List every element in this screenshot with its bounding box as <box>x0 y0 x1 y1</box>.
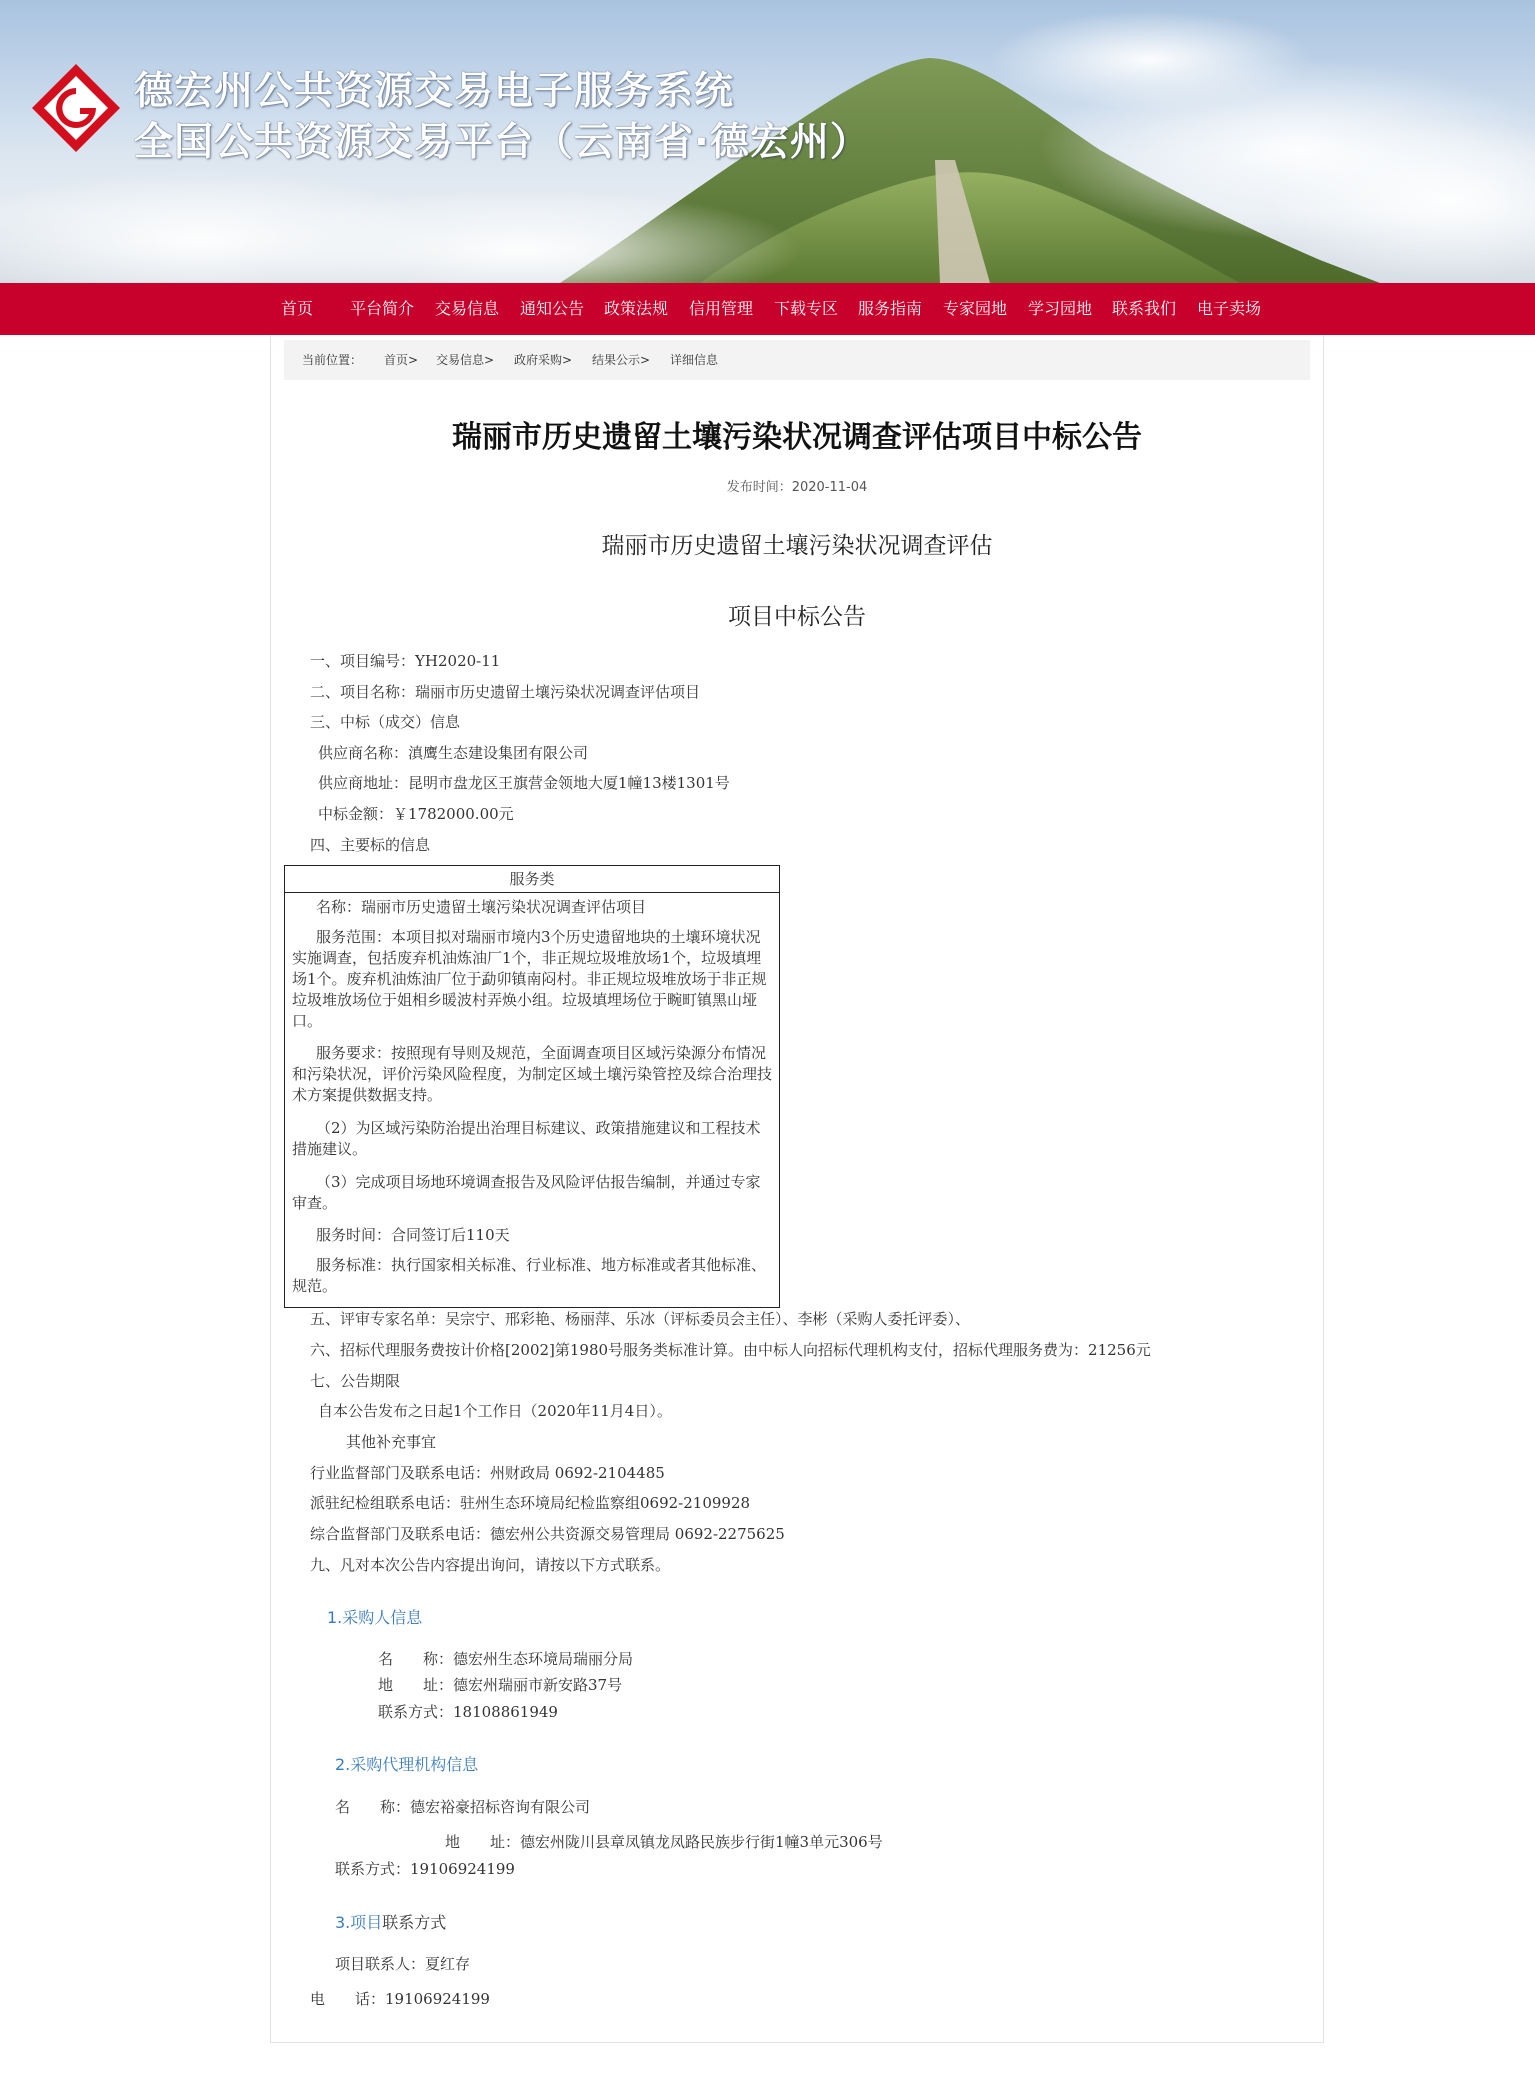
project-name: 二、项目名称：瑞丽市历史遗留土壤污染状况调查评估项目 <box>310 683 701 701</box>
purchaser-name: 名 称：德宏州生态环境局瑞丽分局 <box>378 1650 634 1668</box>
service-name: 名称：瑞丽市历史遗留土壤污染状况调查评估项目 <box>316 898 647 916</box>
nav-item-contact[interactable]: 联系我们 <box>1112 299 1177 318</box>
agency-fee: 六、招标代理服务费按计价格[2002]第1980号服务类标准计算。由中标人向招标代理机构支付，招标代理服务费为：21256元 <box>310 1341 1151 1359</box>
purchaser-contact: 联系方式：18108861949 <box>378 1703 558 1721</box>
site-title-line1: 德宏州公共资源交易电子服务系统 <box>134 69 735 114</box>
breadcrumb-link-home[interactable]: 首页> <box>384 353 419 367</box>
nav-item-notices[interactable]: 通知公告 <box>520 299 585 318</box>
site-logo-icon <box>30 62 122 154</box>
project-contact-heading <box>335 1910 446 1933</box>
nav-item-experts[interactable]: 专家园地 <box>943 299 1008 318</box>
site-banner <box>0 0 1535 283</box>
breadcrumb <box>284 340 1310 380</box>
nav-item-service-guide[interactable]: 服务指南 <box>858 299 923 318</box>
nav-item-credit[interactable]: 信用管理 <box>689 299 754 318</box>
breadcrumb-link-gov-procurement[interactable]: 政府采购> <box>514 353 573 367</box>
service-requirement-3: （3）完成项目场地环境调查报告及风险评估报告编制，并通过专家审查。 <box>292 1173 761 1212</box>
breadcrumb-link-trade-info[interactable]: 交易信息> <box>436 353 495 367</box>
award-amount: 中标金额：￥1782000.00元 <box>318 805 514 823</box>
service-info-table <box>284 865 780 1308</box>
project-contact-phone: 电 话：19106924199 <box>310 1990 490 2008</box>
site-title-line2: 全国公共资源交易平台（云南省·德宏州） <box>134 120 870 165</box>
project-number: 一、项目编号：YH2020-11 <box>310 652 501 670</box>
project-contact-heading-dark: 联系方式 <box>382 1913 447 1932</box>
service-requirement-2: （2）为区域污染防治提出治理目标建议、政策措施建议和工程技术措施建议。 <box>292 1119 761 1158</box>
nav-item-downloads[interactable]: 下载专区 <box>774 299 839 318</box>
project-contact-heading-blue: 3.项目 <box>335 1913 383 1932</box>
purchaser-address: 地 址：德宏州瑞丽市新安路37号 <box>378 1676 623 1694</box>
article-subtitle-2: 项目中标公告 <box>728 604 866 630</box>
main-subject-heading: 四、主要标的信息 <box>310 836 431 854</box>
notice-period-heading: 七、公告期限 <box>310 1372 401 1390</box>
service-table-header: 服务类 <box>285 866 779 893</box>
purchaser-heading: 1.采购人信息 <box>327 1608 423 1627</box>
nav-item-policies[interactable]: 政策法规 <box>604 299 669 318</box>
breadcrumb-link-results[interactable]: 结果公示> <box>592 353 651 367</box>
agency-address: 地 址：德宏州陇川县章凤镇龙凤路民族步行街1幢3单元306号 <box>445 1833 883 1851</box>
expert-list: 五、评审专家名单：吴宗宁、邢彩艳、杨丽萍、乐冰（评标委员会主任）、李彬（采购人委托评委）、 <box>310 1310 971 1328</box>
agency-heading: 2.采购代理机构信息 <box>335 1755 479 1774</box>
discipline-inspection: 派驻纪检组联系电话：驻州生态环境局纪检监察组0692-2109928 <box>310 1494 751 1512</box>
agency-name: 名 称：德宏裕豪招标咨询有限公司 <box>335 1798 591 1816</box>
main-nav <box>0 283 1535 335</box>
service-scope: 服务范围：本项目拟对瑞丽市境内3个历史遗留地块的土壤环境状况实施调查，包括废弃机油炼油厂1个，非正规垃圾堆放场1个，垃圾填埋场1个。废弃机油炼油厂位于勐卯镇南闷村。非正规垃圾堆放场于非正规垃圾堆放场位于姐相乡暖波村弄焕小组。垃圾填埋场位于畹町镇黑山垭口。 <box>292 928 767 1030</box>
inquiry-heading: 九、凡对本次公告内容提出询问，请按以下方式联系。 <box>310 1556 671 1574</box>
service-requirements: 服务要求：按照现有导则及规范，全面调查项目区域污染源分布情况和污染状况，评价污染风险程度，为制定区域土壤污染管控及综合治理技术方案提供数据支持。 <box>292 1044 773 1104</box>
page-title: 瑞丽市历史遗留土壤污染状况调查评估项目中标公告 <box>452 420 1142 455</box>
breadcrumb-label: 当前位置： <box>302 353 363 367</box>
nav-item-home[interactable]: 首页 <box>281 299 314 318</box>
supplier-name: 供应商名称：滇鹰生态建设集团有限公司 <box>318 744 589 762</box>
industry-supervision: 行业监督部门及联系电话：州财政局 0692-2104485 <box>310 1464 665 1482</box>
notice-period: 自本公告发布之日起1个工作日（2020年11月4日）。 <box>318 1402 672 1420</box>
award-info-heading: 三、中标（成交）信息 <box>310 713 461 731</box>
nav-item-platform-intro[interactable]: 平台简介 <box>350 299 415 318</box>
agency-contact: 联系方式：19106924199 <box>335 1860 515 1878</box>
article-subtitle-1: 瑞丽市历史遗留土壤污染状况调查评估 <box>601 533 993 559</box>
service-standards: 服务标准：执行国家相关标准、行业标准、地方标准或者其他标准、规范。 <box>292 1256 767 1295</box>
comprehensive-supervision: 综合监督部门及联系电话：德宏州公共资源交易管理局 0692-2275625 <box>310 1525 785 1543</box>
nav-item-e-mall[interactable]: 电子卖场 <box>1197 299 1262 318</box>
project-contact-person: 项目联系人：夏红存 <box>335 1955 471 1973</box>
nav-item-trade-info[interactable]: 交易信息 <box>435 299 500 318</box>
publish-time: 发布时间：2020-11-04 <box>726 480 868 495</box>
supplier-address: 供应商地址：昆明市盘龙区王旗营金领地大厦1幢13楼1301号 <box>318 774 730 792</box>
nav-item-learning[interactable]: 学习园地 <box>1028 299 1093 318</box>
breadcrumb-current: 详细信息 <box>670 353 719 367</box>
other-matters-heading: 其他补充事宜 <box>346 1433 437 1451</box>
service-time: 服务时间：合同签订后110天 <box>316 1226 510 1244</box>
